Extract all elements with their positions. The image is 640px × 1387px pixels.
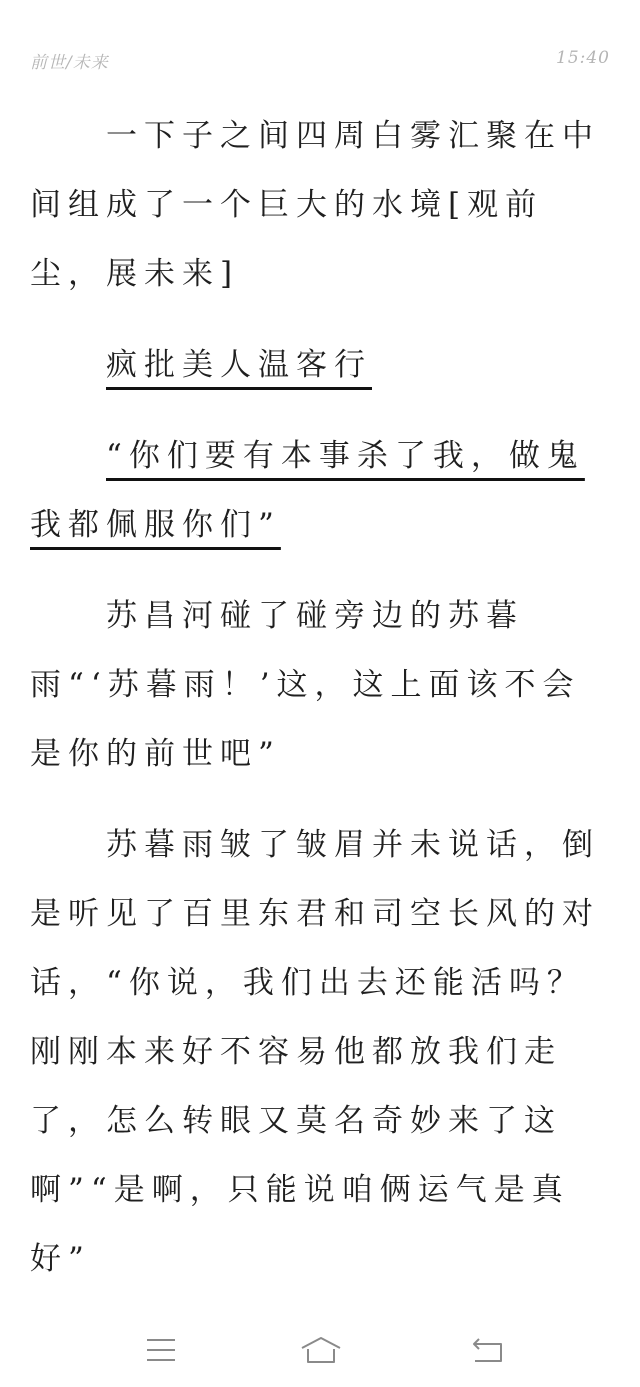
status-bar xyxy=(30,48,610,76)
menu-button[interactable] xyxy=(131,1328,191,1372)
paragraph-2 xyxy=(30,331,610,400)
clock: 15:40 xyxy=(556,48,610,68)
back-button[interactable] xyxy=(458,1328,518,1372)
paragraph-1: 一下子之间四周白雾汇聚在中间组成了一个巨大的水境[观前尘，展未来] xyxy=(30,118,600,292)
home-icon xyxy=(299,1335,343,1365)
paragraph-5: 苏暮雨皱了皱眉并未说话，倒是听见了百里东君和司空长风的对话，“你说，我们出去还能活吗？刚刚本来好不容易他都放我们走了，怎么转眼又莫名奇妙来了这啊”“是啊，只能说咱俩运气是真好” xyxy=(30,827,600,1277)
highlighted-text[interactable]: 疯批美人温客行 xyxy=(106,347,372,383)
menu-icon xyxy=(145,1336,177,1364)
paragraph-4: 苏昌河碰了碰旁边的苏暮雨“‘苏暮雨！’这，这上面该不会是你的前世吧” xyxy=(30,598,581,772)
highlighted-text[interactable]: “你们要有本事杀了我，做鬼我都佩服你们” xyxy=(30,438,585,543)
paragraph-3 xyxy=(30,422,610,560)
navigation-bar xyxy=(0,1318,640,1380)
home-button[interactable] xyxy=(291,1328,351,1372)
chapter-title: 前世/未来 xyxy=(30,53,109,73)
reading-area[interactable] xyxy=(30,102,610,1312)
back-icon xyxy=(471,1335,505,1365)
